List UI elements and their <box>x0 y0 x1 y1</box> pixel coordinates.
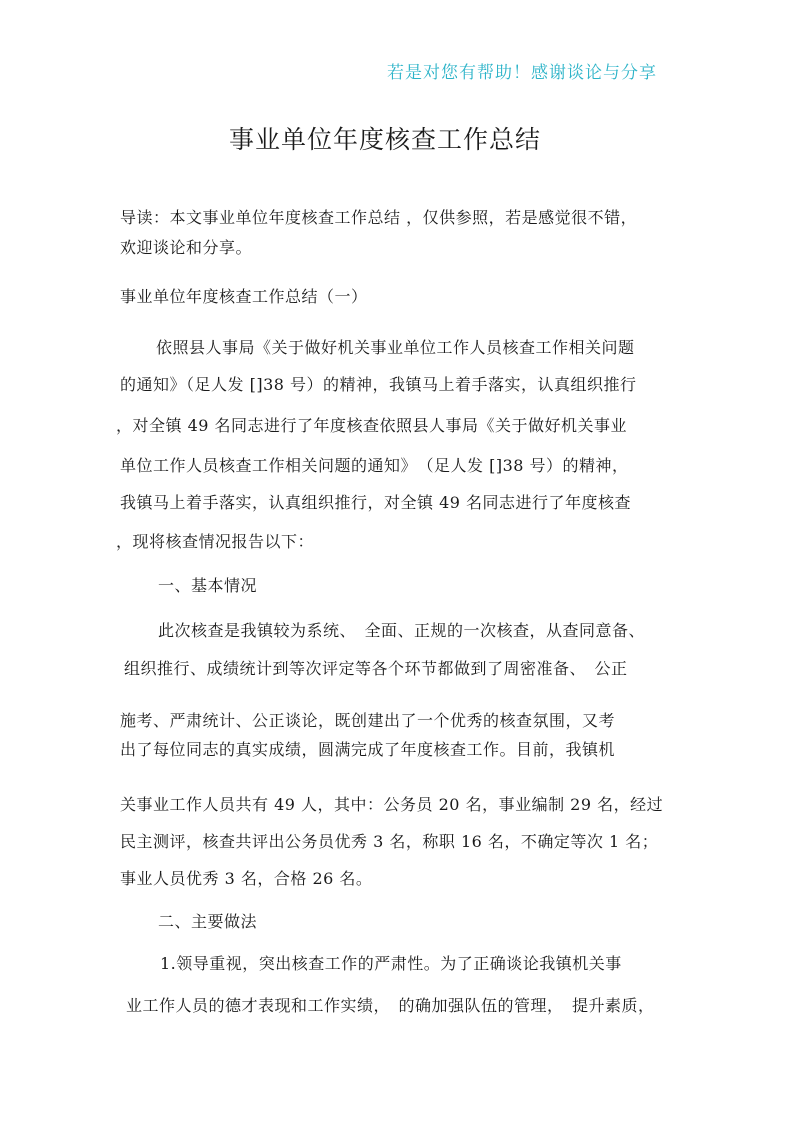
paragraph-line: 业工作人员的德才表现和工作实绩， 的确加强队伍的管理， 提升素质， <box>126 996 655 1015</box>
paragraph-line: 单位工作人员核查工作相关问题的通知》 （足人发 []38 号）的精神， <box>120 456 629 475</box>
paragraph-line: ，现将核查情况报告以下： <box>116 532 315 551</box>
section-heading: 事业单位年度核查工作总结（一） <box>120 287 368 306</box>
header-banner: 若是对您有帮助！感谢谈论与分享 <box>387 63 657 83</box>
paragraph-line: 的通知》（足人发 []38 号）的精神，我镇马上着手落实，认真组织推行 <box>120 375 637 394</box>
paragraph-line: 1.领导重视，突出核查工作的严肃性。为了正确谈论我镇机关事 <box>160 954 622 973</box>
paragraph-line: 施考、严肃统计、公正谈论，既创建出了一个优秀的核查氛围，又考 <box>120 711 616 730</box>
paragraph-line: 民主测评，核查共评出公务员优秀 3 名，称职 16 名，不确定等次 1 名； <box>120 832 659 851</box>
intro-line: 欢迎谈论和分享。 <box>120 238 253 257</box>
subheading-basic: 一、基本情况 <box>158 576 258 595</box>
paragraph-line: 我镇马上着手落实，认真组织推行，对全镇 49 名同志进行了年度核查 <box>120 493 632 512</box>
paragraph-line: 关事业工作人员共有 49 人，其中：公务员 20 名，事业编制 29 名，经过 <box>120 795 664 814</box>
paragraph-line: 此次核查是我镇较为系统、 全面、正规的一次核查，从查同意备、 <box>158 621 646 640</box>
intro-line: 导读：本文事业单位年度核查工作总结 ，仅供参照，若是感觉很不错， <box>120 208 638 227</box>
paragraph-line: 组织推行、成绩统计到等次评定等各个环节都做到了周密准备、 公正 <box>124 659 628 678</box>
paragraph-line: 事业人员优秀 3 名，合格 26 名。 <box>120 869 373 888</box>
paragraph-line: 依照县人事局《关于做好机关事业单位工作人员核查工作相关问题 <box>156 338 635 357</box>
paragraph-line: 出了每位同志的真实成绩，圆满完成了年度核查工作。目前，我镇机 <box>120 740 616 759</box>
paragraph-line: ，对全镇 49 名同志进行了年度核查依照县人事局《关于做好机关事业 <box>116 416 628 435</box>
page-title: 事业单位年度核查工作总结 <box>228 125 541 154</box>
subheading-methods: 二、主要做法 <box>158 912 258 931</box>
